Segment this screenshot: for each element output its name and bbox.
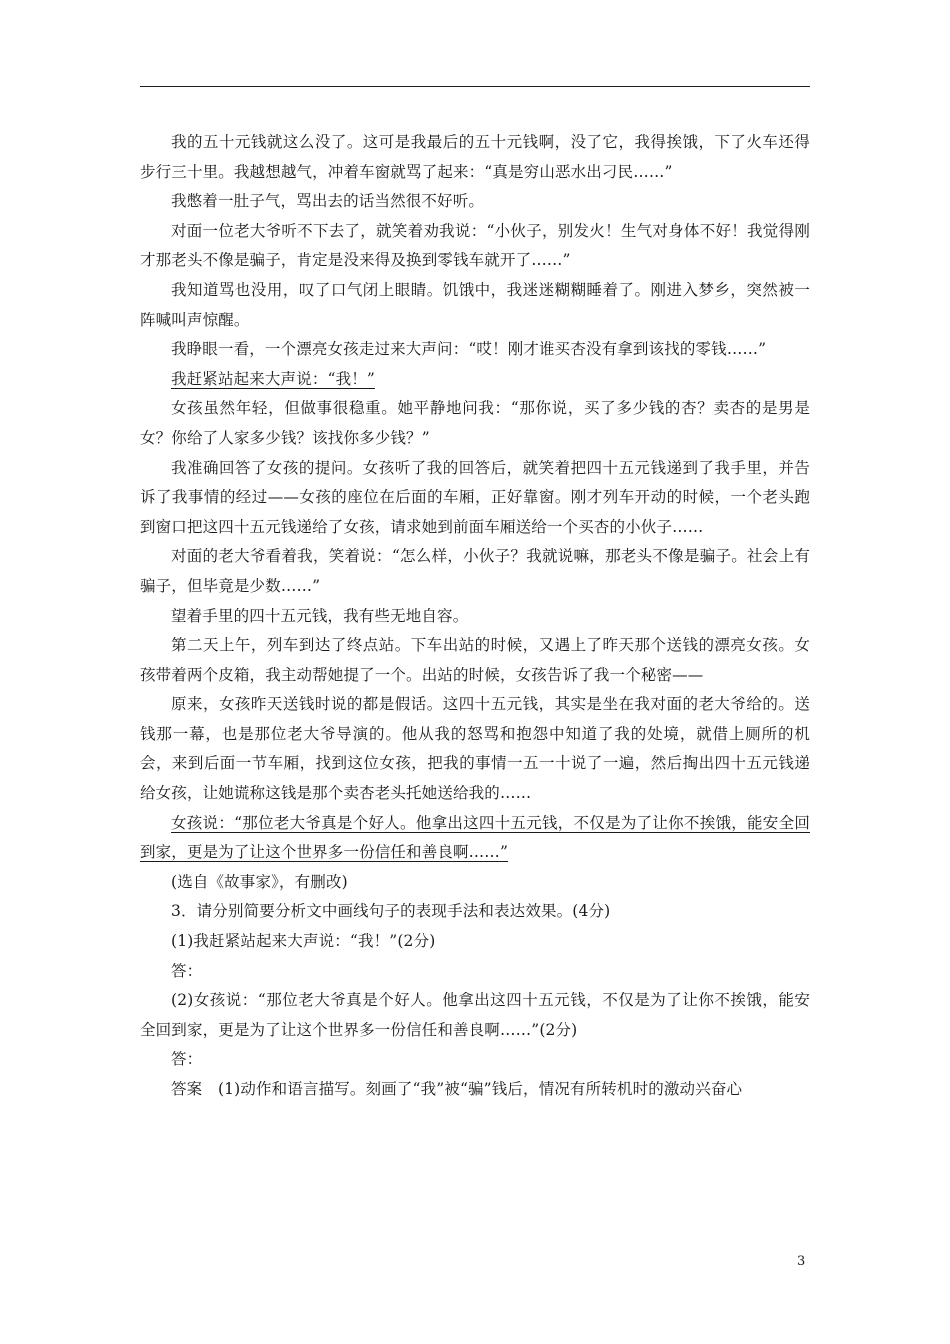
paragraph: 我憋着一肚子气，骂出去的话当然很不好听。 bbox=[171, 192, 485, 211]
underlined-paragraph bbox=[140, 809, 810, 868]
answer-label-2: 答： bbox=[171, 1050, 203, 1069]
underlined-paragraph bbox=[140, 365, 810, 395]
article-body bbox=[140, 128, 810, 1105]
page-number: 3 bbox=[797, 1254, 806, 1269]
paragraph: 望着手里的四十五元钱，我有些无地自容。 bbox=[171, 606, 469, 625]
underlined-sentence-1: 我赶紧站起来大声说：“我！” bbox=[171, 369, 375, 388]
paragraph: 对面一位老大爷听不下去了，就笑着劝我说：“小伙子，别发火！生气对身体不好！我觉得刚才那老头不像是骗子，肯定是没来得及换到零钱车就开了……” bbox=[140, 221, 810, 270]
paragraph: 我知道骂也没用，叹了口气闭上眼睛。饥饿中，我迷迷糊糊睡着了。刚进入梦乡，突然被一阵喊叫声惊醒。 bbox=[140, 280, 810, 329]
question-3: 3．请分别简要分析文中画线句子的表现手法和表达效果。(4分) bbox=[171, 902, 611, 921]
answer-label-1: 答： bbox=[171, 961, 203, 980]
paragraph: 对面的老大爷看着我，笑着说：“怎么样，小伙子？我就说嘛，那老头不像是骗子。社会上有骗子，但毕竟是少数……” bbox=[140, 547, 810, 595]
source-note: (选自《故事家》，有删改) bbox=[171, 872, 348, 891]
underlined-sentence-2: 女孩说：“那位老大爷真是个好人。他拿出这四十五元钱，不仅是为了让你不挨饿，能安全回到家，更是为了让这个世界多一份信任和善良啊……” bbox=[140, 813, 810, 862]
paragraph: 我睁眼一看，一个漂亮女孩走过来大声问：“哎！刚才谁买杏没有拿到该找的零钱……” bbox=[171, 340, 767, 359]
header-rule bbox=[140, 86, 810, 87]
paragraph: 原来，女孩昨天送钱时说的都是假话。这四十五元钱，其实是坐在我对面的老大爷给的。送钱那一幕，也是那位老大爷导演的。他从我的怒骂和抱怨中知道了我的处境，就借上厕所的机会，来到后面一节车厢，找到这位女孩，把我的事情一五一十说了一遍，然后掏出四十五元钱递给女孩，让她谎称这钱是那个卖杏老头托她送给我的…… bbox=[140, 695, 810, 803]
paragraph: 我准确回答了女孩的提问。女孩听了我的回答后，就笑着把四十五元钱递到了我手里，并告诉了我事情的经过——女孩的座位在后面的车厢，正好靠窗。刚才列车开动的时候，一个老头跑到窗口把这四十五元钱递给了女孩，请求她到前面车厢送给一个买杏的小伙子…… bbox=[140, 458, 810, 536]
paragraph: 第二天上午，列车到达了终点站。下车出站的时候，又遇上了昨天那个送钱的漂亮女孩。女孩带着两个皮箱，我主动帮她提了一个。出站的时候，女孩告诉了我一个秘密—— bbox=[140, 636, 810, 684]
answer-key: 答案 (1)动作和语言描写。刻画了“我”被“骗”钱后，情况有所转机时的激动兴奋心 bbox=[171, 1080, 743, 1098]
paragraph: 女孩虽然年轻，但做事很稳重。她平静地问我：“那你说，买了多少钱的杏？卖杏的是男是女？你给了人家多少钱？该找你多少钱？” bbox=[140, 399, 810, 447]
paragraph: 我的五十元钱就这么没了。这可是我最后的五十元钱啊，没了它，我得挨饿，下了火车还得步行三十里。我越想越气，冲着车窗就骂了起来：“真是穷山恶水出刁民……” bbox=[140, 133, 810, 181]
sub-question-2: (2)女孩说：“那位老大爷真是个好人。他拿出这四十五元钱，不仅是为了让你不挨饿，能安全回到家，更是为了让这个世界多一份信任和善良啊……”(2分) bbox=[140, 991, 810, 1039]
sub-question-1: (1)我赶紧站起来大声说：“我！”(2分) bbox=[171, 932, 436, 951]
